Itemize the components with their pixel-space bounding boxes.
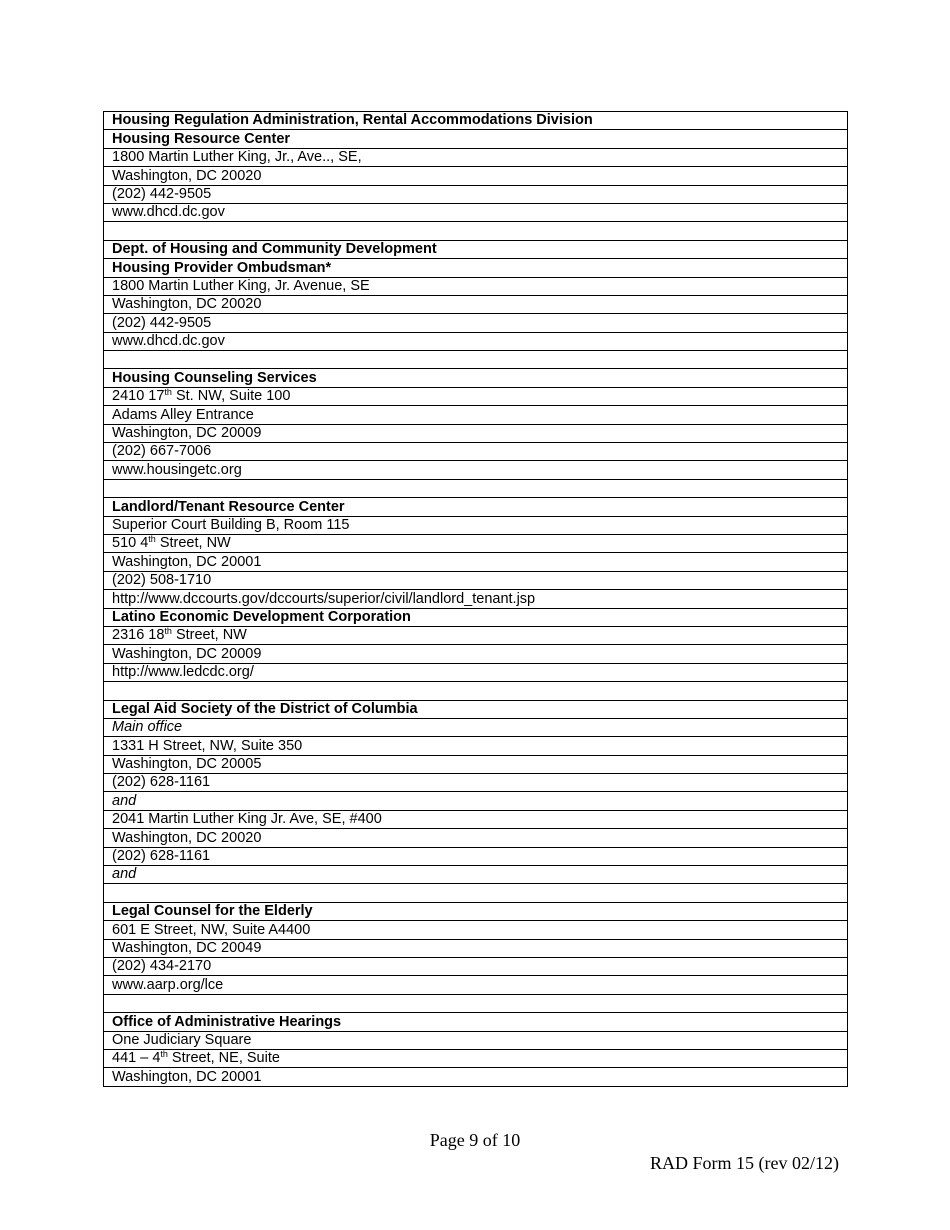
table-row: [104, 167, 848, 185]
table-row: [104, 792, 848, 810]
table-cell: Superior Court Building B, Room 115: [104, 516, 848, 534]
table-cell: Washington, DC 20020: [104, 829, 848, 847]
cell-text-continued: Street, NW: [155, 535, 231, 552]
cell-text: 2316 18: [112, 627, 165, 644]
contact-directory-table: [103, 111, 848, 1087]
table-cell: and: [104, 792, 848, 810]
table-row: [104, 902, 848, 920]
table-cell: [104, 626, 848, 644]
table-row: [104, 516, 848, 534]
table-cell: [104, 387, 848, 405]
table-cell: Housing Counseling Services: [104, 369, 848, 387]
contact-directory-body: [104, 112, 848, 1087]
table-cell: Main office: [104, 718, 848, 736]
table-cell: Washington, DC 20001: [104, 1068, 848, 1086]
table-row: [104, 295, 848, 313]
table-cell: Landlord/Tenant Resource Center: [104, 498, 848, 516]
table-row: [104, 847, 848, 865]
table-row: [104, 645, 848, 663]
table-cell: Housing Provider Ombudsman*: [104, 259, 848, 277]
table-cell: [104, 884, 848, 902]
table-cell: [104, 534, 848, 552]
table-row: [104, 884, 848, 902]
table-row: [104, 185, 848, 203]
table-cell: (202) 508-1710: [104, 571, 848, 589]
cell-text: 441 – 4: [112, 1050, 161, 1067]
table-row: [104, 332, 848, 350]
table-cell: www.housingetc.org: [104, 461, 848, 479]
table-cell: [104, 682, 848, 700]
table-row: [104, 148, 848, 166]
table-row: [104, 774, 848, 792]
table-cell: Housing Regulation Administration, Rental Accommodations Division: [104, 112, 848, 130]
table-row: [104, 424, 848, 442]
table-cell: [104, 222, 848, 240]
table-cell: Washington, DC 20001: [104, 553, 848, 571]
table-row: [104, 534, 848, 552]
table-cell: and: [104, 866, 848, 884]
table-cell: 1331 H Street, NW, Suite 350: [104, 737, 848, 755]
table-row: [104, 755, 848, 773]
table-row: [104, 130, 848, 148]
cell-text-continued: St. NW, Suite 100: [171, 388, 291, 405]
table-cell: Washington, DC 20020: [104, 295, 848, 313]
table-row: [104, 976, 848, 994]
cell-text-continued: Street, NW: [171, 627, 247, 644]
table-row: [104, 479, 848, 497]
table-row: [104, 351, 848, 369]
table-cell: 601 E Street, NW, Suite A4400: [104, 921, 848, 939]
table-row: [104, 718, 848, 736]
table-cell: 2041 Martin Luther King Jr. Ave, SE, #400: [104, 810, 848, 828]
table-cell: Housing Resource Center: [104, 130, 848, 148]
table-cell: www.dhcd.dc.gov: [104, 203, 848, 221]
table-cell: www.aarp.org/lce: [104, 976, 848, 994]
table-row: [104, 314, 848, 332]
table-row: [104, 921, 848, 939]
table-cell: (202) 434-2170: [104, 957, 848, 975]
table-row: [104, 387, 848, 405]
table-cell: Washington, DC 20009: [104, 645, 848, 663]
table-row: [104, 810, 848, 828]
table-row: [104, 571, 848, 589]
cell-text-continued: Street, NE, Suite: [167, 1050, 280, 1067]
table-cell: Latino Economic Development Corporation: [104, 608, 848, 626]
table-cell: Washington, DC 20020: [104, 167, 848, 185]
page-number: Page 9 of 10: [429, 1130, 521, 1150]
table-row: [104, 957, 848, 975]
table-row: [104, 277, 848, 295]
table-row: [104, 994, 848, 1012]
table-cell: (202) 667-7006: [104, 443, 848, 461]
table-cell: http://www.dccourts.gov/dccourts/superior/civil/landlord_tenant.jsp: [104, 590, 848, 608]
table-cell: (202) 628-1161: [104, 774, 848, 792]
ordinal-suffix: th: [164, 626, 172, 637]
table-row: [104, 1068, 848, 1086]
form-identifier: RAD Form 15 (rev 02/12): [650, 1153, 839, 1173]
table-cell: Washington, DC 20009: [104, 424, 848, 442]
table-row: [104, 1031, 848, 1049]
table-cell: Washington, DC 20005: [104, 755, 848, 773]
table-cell: [104, 1049, 848, 1067]
table-cell: [104, 351, 848, 369]
table-row: [104, 866, 848, 884]
ordinal-suffix: th: [160, 1049, 168, 1060]
table-row: [104, 590, 848, 608]
table-cell: Adams Alley Entrance: [104, 406, 848, 424]
table-row: [104, 369, 848, 387]
table-row: [104, 498, 848, 516]
cell-text: 2410 17: [112, 388, 165, 405]
table-cell: www.dhcd.dc.gov: [104, 332, 848, 350]
table-row: [104, 1049, 848, 1067]
table-row: [104, 406, 848, 424]
table-cell: Office of Administrative Hearings: [104, 1013, 848, 1031]
ordinal-suffix: th: [148, 534, 156, 545]
table-row: [104, 553, 848, 571]
table-cell: [104, 479, 848, 497]
table-cell: (202) 442-9505: [104, 185, 848, 203]
ordinal-suffix: th: [164, 387, 172, 398]
table-row: [104, 939, 848, 957]
table-row: [104, 222, 848, 240]
table-row: [104, 240, 848, 258]
table-row: [104, 663, 848, 681]
table-cell: Dept. of Housing and Community Development: [104, 240, 848, 258]
table-row: [104, 461, 848, 479]
cell-text: 510 4: [112, 535, 149, 552]
table-cell: (202) 628-1161: [104, 847, 848, 865]
table-cell: (202) 442-9505: [104, 314, 848, 332]
table-row: [104, 259, 848, 277]
table-row: [104, 112, 848, 130]
table-cell: Legal Aid Society of the District of Columbia: [104, 700, 848, 718]
table-cell: Legal Counsel for the Elderly: [104, 902, 848, 920]
table-cell: 1800 Martin Luther King, Jr. Avenue, SE: [104, 277, 848, 295]
table-cell: Washington, DC 20049: [104, 939, 848, 957]
table-cell: [104, 994, 848, 1012]
table-row: [104, 1013, 848, 1031]
table-row: [104, 203, 848, 221]
table-cell: One Judiciary Square: [104, 1031, 848, 1049]
table-row: [104, 700, 848, 718]
table-row: [104, 682, 848, 700]
table-row: [104, 626, 848, 644]
table-row: [104, 443, 848, 461]
table-cell: 1800 Martin Luther King, Jr., Ave.., SE,: [104, 148, 848, 166]
table-row: [104, 608, 848, 626]
table-row: [104, 737, 848, 755]
table-row: [104, 829, 848, 847]
table-cell: http://www.ledcdc.org/: [104, 663, 848, 681]
